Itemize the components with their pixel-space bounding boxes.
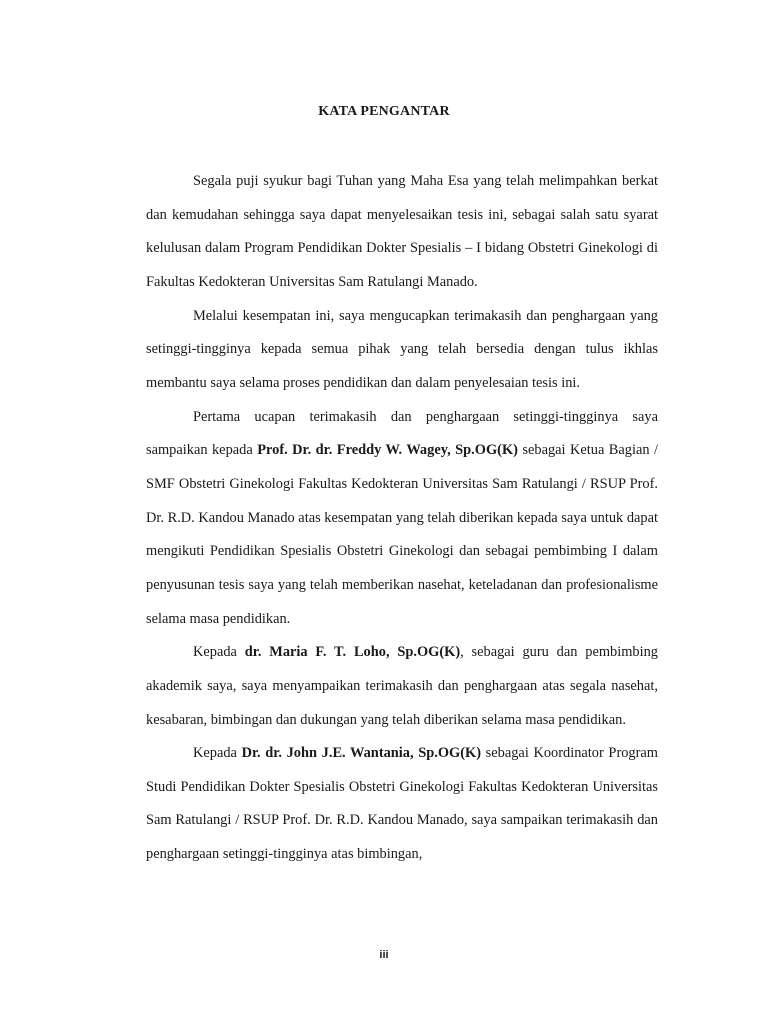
- person-name-bold: Dr. dr. John J.E. Wantania, Sp.OG(K): [241, 745, 482, 762]
- paragraph-text: Kepada: [193, 745, 242, 762]
- paragraph-text: Kepada: [193, 644, 245, 661]
- paragraph-1: [146, 165, 658, 300]
- page-number: iii: [379, 949, 389, 961]
- paragraph-text: sebagai Koordinator Program Studi Pendidikan Dokter Spesialis Obstetri Ginekologi Fakultas Kedokteran Universitas Sam Ratulangi / RSUP Prof. Dr. R.D. Kandou Manado, saya sampaikan terimakasih dan penghargaan setinggi-tingginya atas bimbingan,: [146, 745, 658, 863]
- person-name-bold: dr. Maria F. T. Loho, Sp.OG(K): [244, 644, 461, 661]
- document-body: [146, 165, 658, 872]
- paragraph-text: , sebagai guru dan pembimbing akademik saya, saya menyampaikan terimakasih dan penghargaan atas segala nasehat, kesabaran, bimbingan dan dukungan yang telah diberikan selama masa pendidikan.: [146, 644, 659, 728]
- paragraph-text: Segala puji syukur bagi Tuhan yang Maha Esa yang telah melimpahkan berkat dan kemudahan sehingga saya dapat menyelesaikan tesis ini, sebagai salah satu syarat kelulusan dalam Program Pendidikan Dokter Spesialis – I bidang Obstetri Ginekologi di Fakultas Kedokteran Universitas Sam Ratulangi Manado.: [146, 173, 658, 290]
- paragraph-text: sebagai Ketua Bagian / SMF Obstetri Ginekologi Fakultas Kedokteran Universitas Sam Ratulangi / RSUP Prof. Dr. R.D. Kandou Manado atas kesempatan yang telah diberikan kepada saya untuk dapat mengikuti Pendidikan Spesialis Obstetri Ginekologi dan sebagai pembimbing I dalam penyusunan tesis saya yang telah memberikan nasehat, keteladanan dan profesionalisme selama masa pendidikan.: [146, 442, 659, 627]
- page-title: KATA PENGANTAR: [318, 104, 450, 119]
- person-name-bold: Prof. Dr. dr. Freddy W. Wagey, Sp.OG(K): [257, 442, 518, 459]
- paragraph-text: Pertama ucapan terimakasih dan penghargaan setinggi-tingginya saya sampaikan kepada: [146, 408, 658, 459]
- paragraph-3: [146, 401, 658, 637]
- paragraph-5: [146, 737, 658, 872]
- paragraph-2: [146, 300, 658, 401]
- paragraph-4: [146, 636, 658, 737]
- paragraph-text: Melalui kesempatan ini, saya mengucapkan terimakasih dan penghargaan yang setinggi-tingginya kepada semua pihak yang telah bersedia dengan tulus ikhlas membantu saya selama proses pendidikan dan dalam penyelesaian tesis ini.: [146, 307, 658, 391]
